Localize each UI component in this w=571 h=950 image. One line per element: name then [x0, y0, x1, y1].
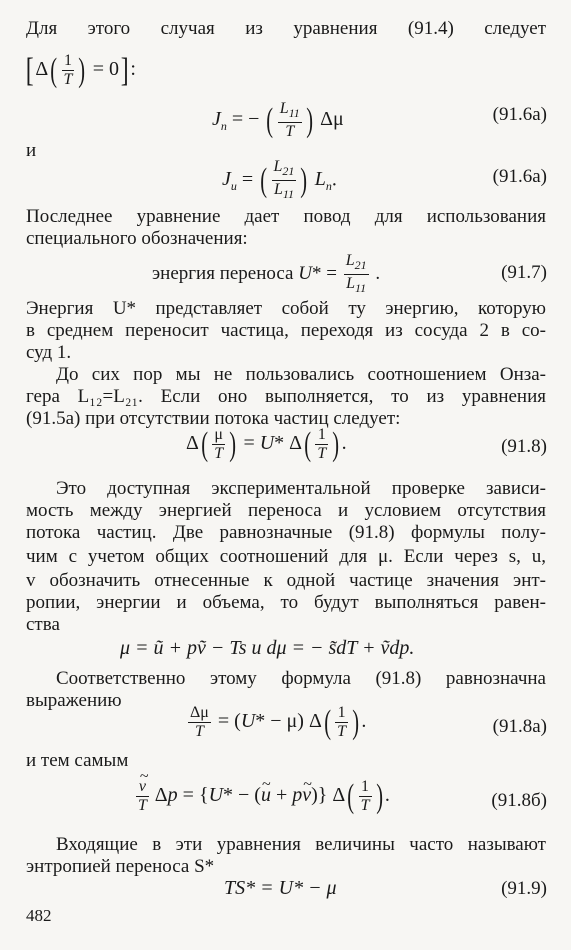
text-line-10: (91.5а) при отсутствии потока частиц следует: — [26, 408, 401, 429]
text-line-11: Это доступная экспериментальной проверке зависи- — [56, 478, 546, 499]
equation-number-2: (91.6а) — [492, 166, 547, 187]
equation-91-6a-first: $J_n$ = − ( $\frac{L_{11}}{T}$ ) Δμ — [212, 100, 344, 141]
text-line-21: Входящие в эти уравнения величины часто называют — [56, 834, 546, 855]
text-line-14: чим с учетом общих соотношений для μ. Если через s, u, — [26, 546, 546, 567]
text-line-9: гера L₁₂=L₂₁. Если оно выполняется, то из уравнения — [26, 386, 546, 407]
page-number: 482 — [26, 906, 52, 925]
equation-number-7: (91.8б) — [491, 790, 547, 811]
equation-number-8: (91.9) — [501, 878, 547, 899]
text-line-8: До сих пор мы не пользовались соотношением Онза- — [56, 364, 546, 385]
equation-91-8: Δ( $\frac{\mu}{T}$ ) = U* Δ( $\frac{1}{T}$ ) . — [186, 425, 347, 463]
condition-formula: [Δ( $\frac{1}{T}$ ) = 0]: — [25, 51, 136, 89]
text-line-19: выражению — [26, 690, 122, 711]
equation-91-9: TS* = U* − μ — [224, 877, 337, 899]
text-line-4: специального обозначения: — [26, 228, 248, 249]
equation-91-6a-second: $J_u$ = ( $\frac{L_{21}}{L_{11}}$ ) $L_n$. — [222, 158, 337, 202]
transfer-energy-label: энергия переноса — [152, 263, 294, 285]
text-line-7: суд 1. — [26, 342, 72, 363]
equation-91-8b: ~ $\frac{v}{T}$ Δp = {U* − (~ u + p~ v)} Δ( $\frac{1}{T}$ ) . — [134, 778, 390, 815]
text-line-22: энтропией переноса S* — [26, 856, 215, 877]
text-and: и — [26, 140, 37, 161]
equation-91-7: энергия переноса U* = $\frac{L_{21}}{L_{11}}$ . — [152, 252, 381, 296]
text-line-16: ропии, энергии и объема, то будут выполняться равен- — [26, 592, 546, 613]
equation-number-4: (91.8) — [501, 436, 547, 457]
text-line-5: Энергия U* представляет собой ту энергию, которую — [26, 298, 546, 319]
equation-number-3: (91.7) — [501, 262, 547, 283]
text-line-6: в среднем переносит частица, переходя из сосуда 2 в со- — [26, 320, 546, 341]
text-line-20: и тем самым — [26, 750, 129, 771]
equation-number-1: (91.6а) — [492, 104, 547, 125]
text-line-1: Для этого случая из уравнения (91.4) следует — [26, 18, 546, 39]
text-line-15: v обозначить отнесенные к одной частице значения энт- — [26, 570, 546, 591]
text-line-17: ства — [26, 614, 60, 635]
equation-91-8a: $\frac{\Delta\mu}{T}$ = (U* − μ) Δ( $\frac{1}{T}$ ) . — [190, 703, 367, 741]
text-line-12: мость между энергией переноса и условием отсутствия — [26, 500, 546, 521]
equation-number-6: (91.8а) — [492, 716, 547, 737]
equation-chemical-potential: μ = ũ + pṽ − Ts и dμ = − s̃dT + ṽdp. — [120, 637, 415, 659]
text-line-18: Соответственно этому формула (91.8) равнозначна — [56, 668, 546, 689]
text-line-3: Последнее уравнение дает повод для использования — [26, 206, 546, 227]
text-line-13: потока частиц. Две равнозначные (91.8) формулы полу- — [26, 522, 546, 543]
